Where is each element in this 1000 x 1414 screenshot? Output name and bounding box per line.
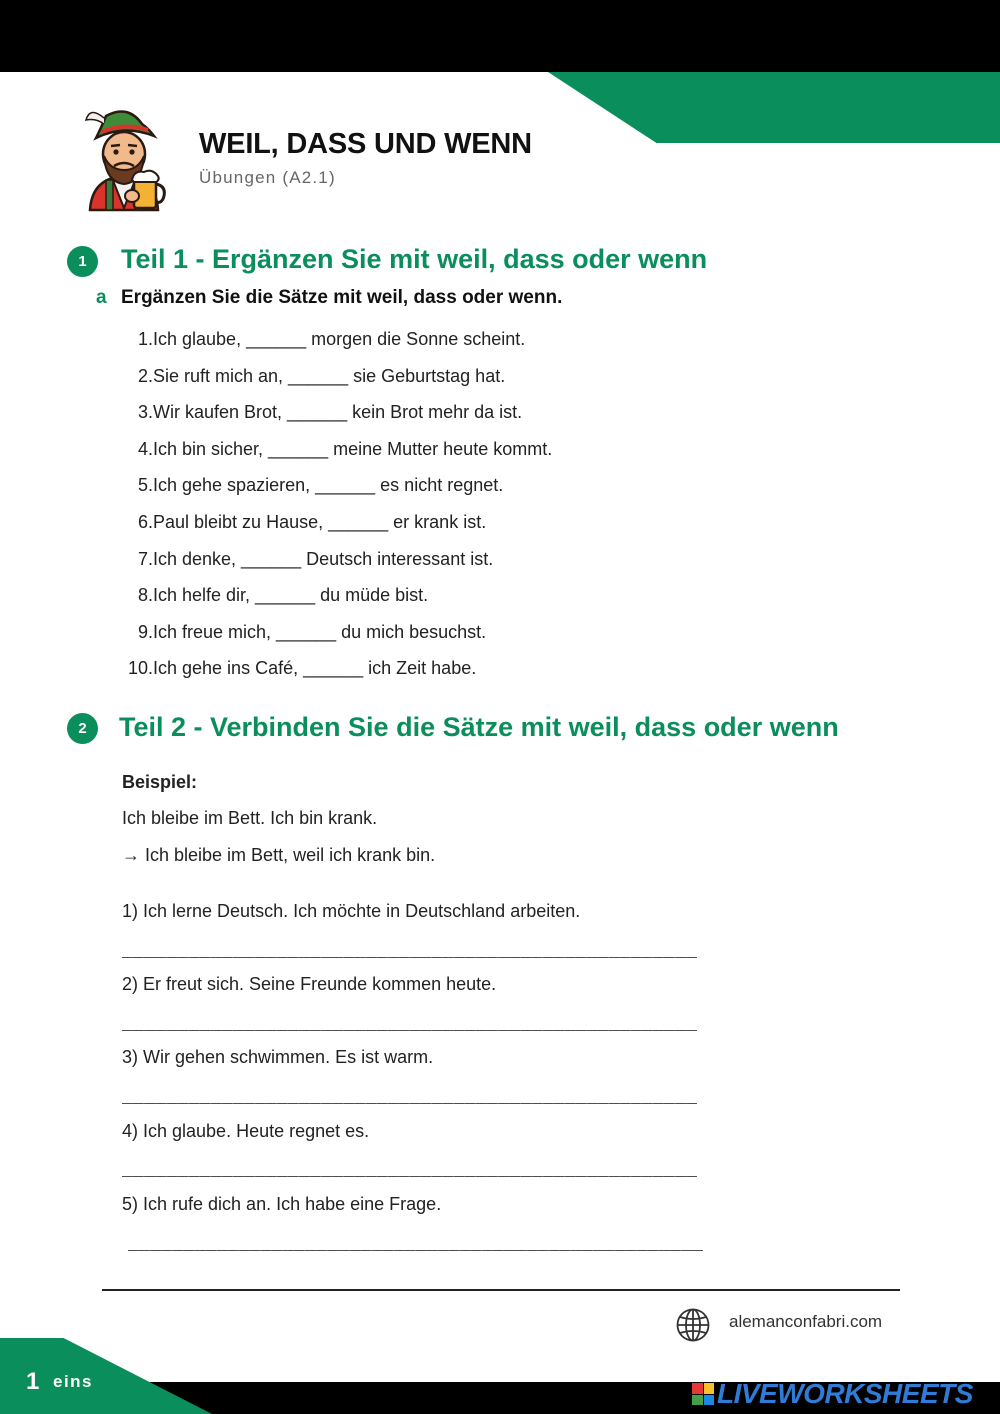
document-subtitle: Übungen (A2.1) <box>199 168 336 187</box>
exercise-number: 3. <box>137 402 153 423</box>
connect-task-2: 2) Er freut sich. Seine Freunde kommen heute. <box>122 974 497 994</box>
connect-task-3: 3) Wir gehen schwimmen. Es ist warm. <box>122 1047 434 1067</box>
page-number: 1 <box>26 1368 40 1395</box>
liveworksheets-watermark <box>692 1378 992 1410</box>
section-1-number-badge: 1 <box>67 246 98 277</box>
footer-divider <box>102 1289 900 1291</box>
exercise-item <box>122 658 722 695</box>
exercise-number: 9. <box>137 621 153 642</box>
exercise-number: 5. <box>137 475 153 496</box>
exercise-item <box>122 475 722 512</box>
exercise-sentence[interactable]: Ich denke, ______ Deutsch interessant ist. <box>153 548 494 569</box>
answer-line-3[interactable]: ____________________________________________________ <box>122 1088 698 1108</box>
exercise-sentence[interactable]: Ich helfe dir, ______ du müde bist. <box>153 585 429 606</box>
exercise-number: 7. <box>137 548 153 569</box>
connect-task-5: 5) Ich rufe dich an. Ich habe eine Frage. <box>122 1194 442 1214</box>
exercise-number: 10. <box>127 658 153 679</box>
exercise-item <box>122 512 722 549</box>
exercise-number: 8. <box>137 585 153 606</box>
website-link[interactable]: alemanconfabri.com <box>729 1312 883 1331</box>
exercise-sentence[interactable]: Ich gehe spazieren, ______ es nicht regnet. <box>153 475 504 496</box>
exercise-item <box>122 329 722 366</box>
bavarian-mascot-icon <box>82 100 166 214</box>
exercise-sentence[interactable]: Ich gehe ins Café, ______ ich Zeit habe. <box>153 658 477 679</box>
section-2-title: Teil 2 - Verbinden Sie die Sätze mit weil, dass oder wenn <box>119 712 839 742</box>
example-label: Beispiel: <box>122 772 198 792</box>
exercise-item <box>122 622 722 659</box>
section-2-number-badge: 2 <box>67 713 98 744</box>
globe-icon <box>676 1308 710 1342</box>
exercise-number: 4. <box>137 438 153 459</box>
exercise-sentence[interactable]: Wir kaufen Brot, ______ kein Brot mehr da ist. <box>153 402 523 423</box>
exercise-number: 1. <box>137 329 153 349</box>
section-1-sub-letter: a <box>96 287 107 308</box>
exercise-sentence[interactable]: Ich freue mich, ______ du mich besuchst. <box>153 621 487 642</box>
answer-line-5[interactable]: ____________________________________________________ <box>128 1235 704 1255</box>
exercise-sentence[interactable]: Sie ruft mich an, ______ sie Geburtstag hat. <box>153 365 506 386</box>
exercise-item <box>122 439 722 476</box>
example-answer: → Ich bleibe im Bett, weil ich krank bin. <box>122 845 436 865</box>
exercise-number: 6. <box>137 511 153 532</box>
connect-task-1: 1) Ich lerne Deutsch. Ich möchte in Deutschland arbeiten. <box>122 901 581 921</box>
answer-line-1[interactable]: ____________________________________________________ <box>122 942 698 962</box>
exercise-item <box>122 585 722 622</box>
exercise-item <box>122 549 722 586</box>
document-title: WEIL, DASS UND WENN <box>199 128 532 160</box>
liveworksheets-logo-icon <box>692 1383 714 1405</box>
exercise-item <box>122 402 722 439</box>
top-green-banner <box>548 72 1000 143</box>
exercise-sentence[interactable]: Ich glaube, ______ morgen die Sonne scheint. <box>153 329 526 349</box>
exercise-number: 2. <box>137 365 153 386</box>
watermark-text: LIVEWORKSHEETS <box>717 1378 973 1409</box>
section-1-title: Teil 1 - Ergänzen Sie mit weil, dass oder wenn <box>121 244 708 274</box>
answer-line-4[interactable]: ____________________________________________________ <box>122 1161 698 1181</box>
page-number-word: eins <box>53 1372 94 1391</box>
connect-task-4: 4) Ich glaube. Heute regnet es. <box>122 1121 370 1141</box>
answer-line-2[interactable]: ____________________________________________________ <box>122 1015 698 1035</box>
section-1-instructions: Ergänzen Sie die Sätze mit weil, dass oder wenn. <box>121 287 563 308</box>
top-black-bar <box>0 0 1000 72</box>
exercise-sentence[interactable]: Paul bleibt zu Hause, ______ er krank ist. <box>153 511 487 532</box>
exercise-sentence[interactable]: Ich bin sicher, ______ meine Mutter heute kommt. <box>153 438 553 459</box>
exercise-item <box>122 366 722 403</box>
example-sentence: Ich bleibe im Bett. Ich bin krank. <box>122 808 378 828</box>
exercise-list <box>122 329 722 695</box>
